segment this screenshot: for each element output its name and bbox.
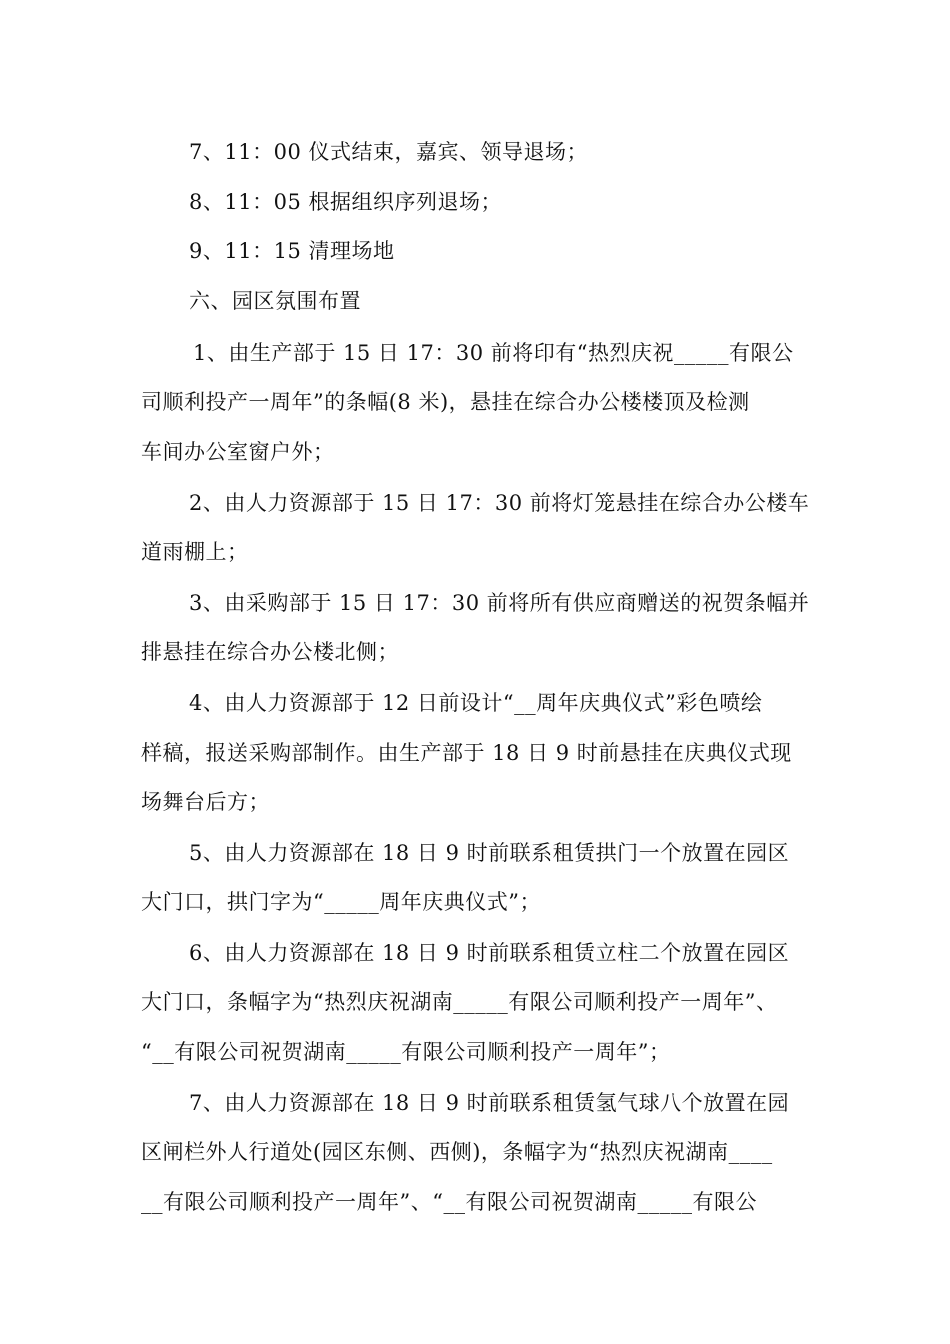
text-line: 4、由人力资源部于 12 日前设计“__周年庆典仪式”彩色喷绘 bbox=[189, 691, 763, 715]
text-line: 排悬挂在综合办公楼北侧； bbox=[141, 640, 399, 664]
text-line: 样稿，报送采购部制作。由生产部于 18 日 9 时前悬挂在庆典仪式现 bbox=[141, 741, 792, 765]
text-line: 8、11：05 根据组织序列退场； bbox=[189, 190, 502, 214]
text-line: 大门口，拱门字为“_____周年庆典仪式”； bbox=[141, 890, 541, 914]
section-heading: 六、园区氛围布置 bbox=[189, 289, 361, 313]
text-line: 3、由采购部于 15 日 17：30 前将所有供应商赠送的祝贺条幅并 bbox=[189, 591, 810, 615]
text-line: 7、由人力资源部在 18 日 9 时前联系租赁氢气球八个放置在园 bbox=[189, 1091, 790, 1115]
text-line: 车间办公室窗户外； bbox=[141, 440, 335, 464]
text-line: __有限公司顺利投产一周年”、“__有限公司祝贺湖南_____有限公 bbox=[141, 1190, 757, 1214]
text-line: 1、由生产部于 15 日 17：30 前将印有“热烈庆祝_____有限公 bbox=[193, 341, 794, 365]
text-line: “__有限公司祝贺湖南_____有限公司顺利投产一周年”； bbox=[141, 1040, 671, 1064]
text-line: 场舞台后方； bbox=[141, 790, 270, 814]
text-line: 道雨棚上； bbox=[141, 540, 249, 564]
text-line: 2、由人力资源部于 15 日 17：30 前将灯笼悬挂在综合办公楼车 bbox=[189, 491, 810, 515]
text-line: 大门口，条幅字为“热烈庆祝湖南_____有限公司顺利投产一周年”、 bbox=[141, 990, 778, 1014]
text-line: 司顺利投产一周年”的条幅(8 米)，悬挂在综合办公楼楼顶及检测 bbox=[141, 390, 750, 414]
text-line: 9、11：15 清理场地 bbox=[189, 239, 395, 263]
text-line: 7、11：00 仪式结束，嘉宾、领导退场； bbox=[189, 140, 588, 164]
text-line: 6、由人力资源部在 18 日 9 时前联系租赁立柱二个放置在园区 bbox=[189, 941, 790, 965]
text-line: 5、由人力资源部在 18 日 9 时前联系租赁拱门一个放置在园区 bbox=[189, 841, 790, 865]
text-line: 区闸栏外人行道处(园区东侧、西侧)，条幅字为“热烈庆祝湖南____ bbox=[141, 1140, 773, 1164]
